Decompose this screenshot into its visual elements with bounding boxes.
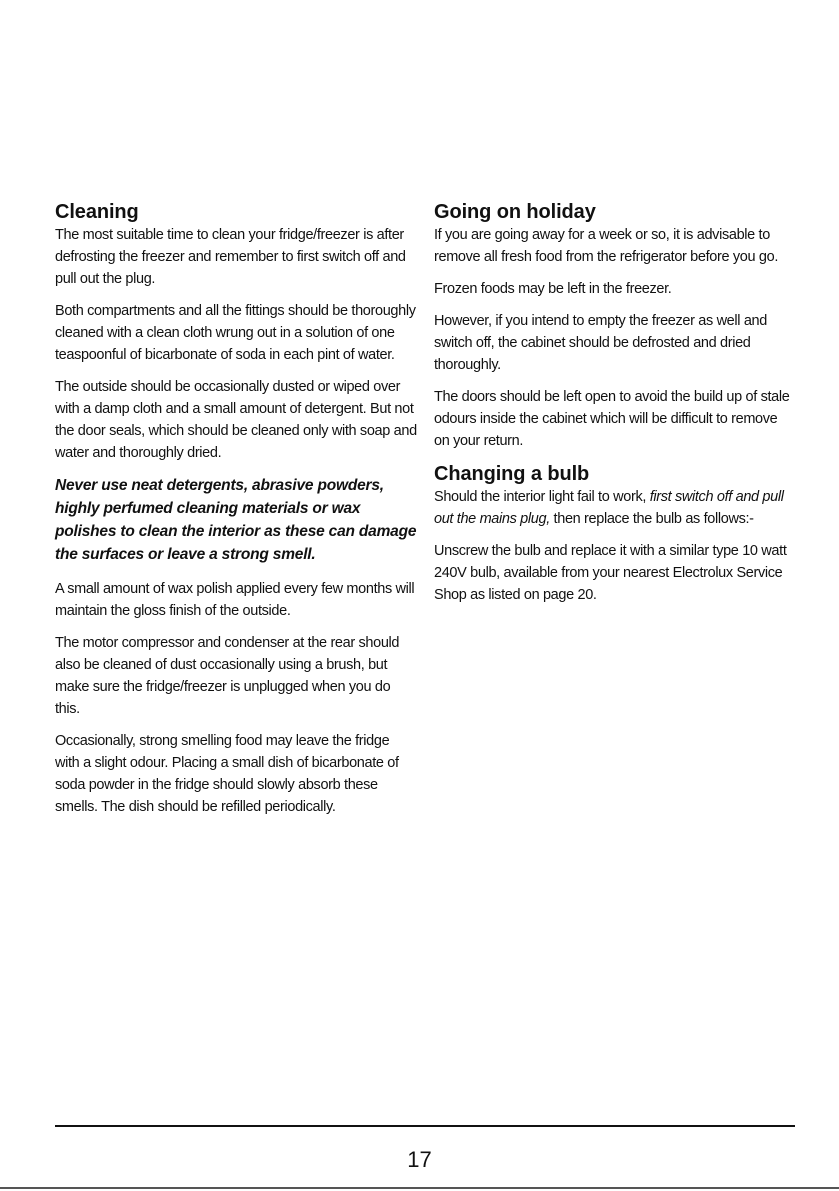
cleaning-paragraph-1: The most suitable time to clean your fridge/freezer is after defrosting the freezer and remember to first switch off and pull out the plug.: [55, 227, 406, 287]
cleaning-heading: Cleaning: [55, 201, 139, 223]
holiday-paragraph-3: However, if you intend to empty the freezer as well and switch off, the cabinet should be defrosted and dried thoroughly.: [434, 313, 767, 373]
cleaning-paragraph-2: Both compartments and all the fittings should be thoroughly cleaned with a clean cloth wrung out in a solution of one teaspoonful of bicarbonate of soda in each pint of water.: [55, 303, 416, 363]
holiday-paragraph-1: If you are going away for a week or so, it is advisable to remove all fresh food from the refrigerator before you go.: [434, 227, 778, 265]
bulb-paragraph-1-italic: first switch off and pull out the mains plug,: [434, 489, 784, 527]
bulb-heading: Changing a bulb: [434, 463, 590, 485]
footer-rule: [55, 1125, 795, 1127]
bulb-paragraph-1-start: Should the interior light fail to work,: [434, 489, 650, 505]
holiday-paragraph-2: Frozen foods may be left in the freezer.: [434, 281, 672, 297]
bulb-paragraph-2: Unscrew the bulb and replace it with a similar type 10 watt 240V bulb, available from your nearest Electrolux Service Shop as listed on page 20.: [434, 543, 787, 603]
cleaning-paragraph-3: The outside should be occasionally dusted or wiped over with a damp cloth and a small amount of detergent. But not the door seals, which should be cleaned only with soap and water and thoroughly dried.: [55, 379, 417, 461]
right-column: [434, 200, 790, 616]
bulb-paragraph-1: [434, 486, 790, 530]
page-number: 17: [407, 1147, 432, 1172]
left-column: [55, 200, 417, 828]
holiday-heading: Going on holiday: [434, 201, 596, 223]
cleaning-paragraph-4: A small amount of wax polish applied every few months will maintain the gloss finish of the outside.: [55, 581, 415, 619]
holiday-paragraph-4: The doors should be left open to avoid the build up of stale odours inside the cabinet which will be difficult to remove on your return.: [434, 389, 790, 449]
page-bottom-edge: [0, 1187, 839, 1189]
cleaning-paragraph-6: Occasionally, strong smelling food may leave the fridge with a slight odour. Placing a small dish of bicarbonate of soda powder in the fridge should slowly absorb these smells. The dish should be refilled periodically.: [55, 733, 399, 815]
bulb-paragraph-1-end: then replace the bulb as follows:-: [549, 511, 754, 527]
cleaning-warning: Never use neat detergents, abrasive powders, highly perfumed cleaning materials or wax polishes to clean the interior as these can damage the surfaces or leave a strong smell.: [55, 477, 417, 563]
cleaning-paragraph-5: The motor compressor and condenser at the rear should also be cleaned of dust occasionally using a brush, but make sure the fridge/freezer is unplugged when you do this.: [55, 635, 400, 717]
